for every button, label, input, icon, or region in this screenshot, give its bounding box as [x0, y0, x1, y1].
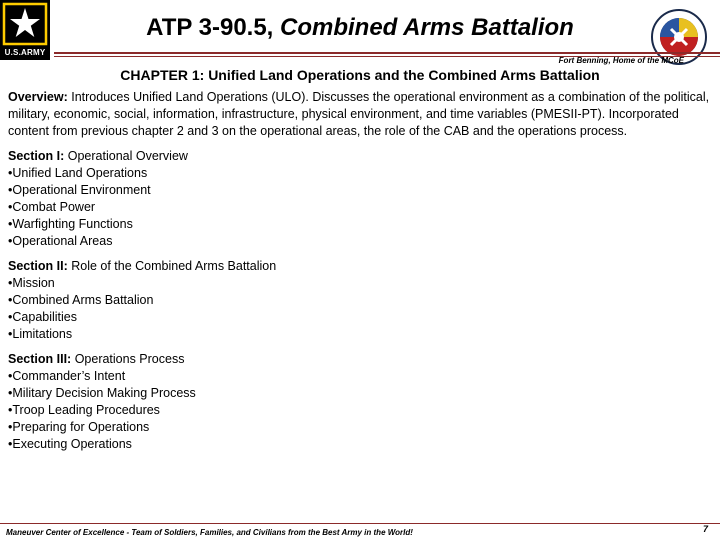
section-title: Operational Overview: [67, 149, 188, 163]
section-list: [8, 165, 714, 250]
content-body: [8, 89, 714, 461]
list-item: • Unified Land Operations: [8, 165, 714, 182]
page-number: 7: [702, 524, 708, 534]
section-heading: [8, 258, 714, 275]
list-item: • Mission: [8, 275, 714, 292]
title-italic: Combined Arms Battalion: [280, 14, 574, 41]
section-label: Section III:: [8, 352, 72, 366]
section-heading: [8, 351, 714, 368]
section-list: [8, 368, 714, 453]
list-item: • Limitations: [8, 326, 714, 343]
list-item: • Commander’s Intent: [8, 368, 714, 385]
section-3: [8, 351, 714, 453]
overview-paragraph: [8, 89, 714, 140]
footer-rule: [0, 523, 720, 524]
header-rule-top: [54, 52, 720, 54]
list-item: • Military Decision Making Process: [8, 385, 714, 402]
list-item: • Preparing for Operations: [8, 419, 714, 436]
list-item: • Operational Environment: [8, 182, 714, 199]
list-item: • Operational Areas: [8, 233, 714, 250]
section-title: Role of the Combined Arms Battalion: [71, 259, 277, 273]
list-item: • Executing Operations: [8, 436, 714, 453]
section-1: [8, 148, 714, 250]
section-2: [8, 258, 714, 343]
title-plain: ATP 3-90.5,: [146, 14, 274, 41]
section-title: Operations Process: [74, 352, 185, 366]
section-list: [8, 275, 714, 343]
section-label: Section I:: [8, 149, 65, 163]
section-heading: [8, 148, 714, 165]
page-title: [0, 14, 720, 42]
tagline: Fort Benning, Home of the MCoE: [558, 56, 684, 65]
overview-label: Overview:: [8, 90, 68, 104]
section-label: Section II:: [8, 259, 68, 273]
chapter-title: CHAPTER 1: Unified Land Operations and the Combined Arms Battalion: [120, 67, 600, 83]
overview-text: Introduces Unified Land Operations (ULO). Discusses the operational environment as a combination of the political, military, economic, social, information, infrastructure, physical environment, and time variables (PMESII-PT). Incorporated content from previous chapter 2 and 3 on the operational areas, the role of the CAB and the operations process.: [8, 90, 710, 138]
list-item: • Warfighting Functions: [8, 216, 714, 233]
list-item: • Combat Power: [8, 199, 714, 216]
list-item: • Combined Arms Battalion: [8, 292, 714, 309]
army-logo-text: U.S.ARMY: [4, 48, 46, 57]
list-item: • Capabilities: [8, 309, 714, 326]
footer-text: Maneuver Center of Excellence - Team of Soldiers, Families, and Civilians from the Best Army in the World!: [6, 528, 413, 537]
list-item: • Troop Leading Procedures: [8, 402, 714, 419]
